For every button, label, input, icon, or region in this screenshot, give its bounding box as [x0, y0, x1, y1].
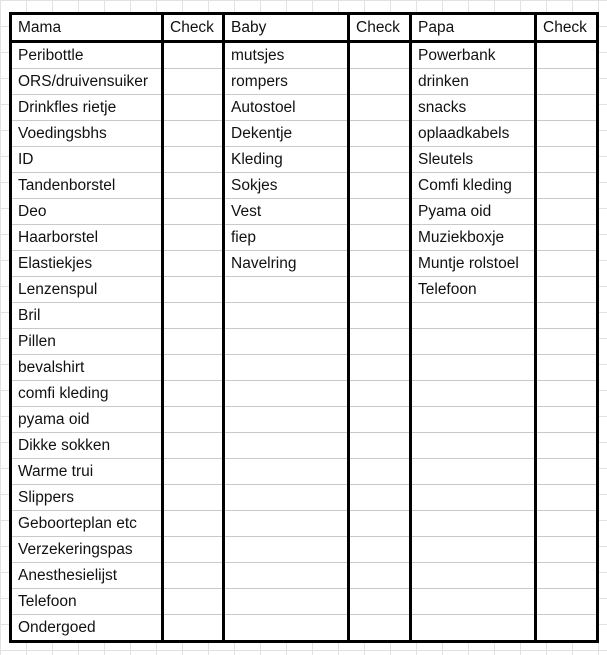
mama-check-cell[interactable]: [163, 277, 224, 303]
baby-item-cell[interactable]: Autostoel: [224, 95, 349, 121]
baby-item-cell[interactable]: [224, 511, 349, 537]
baby-item-cell[interactable]: [224, 355, 349, 381]
papa-item-cell[interactable]: [411, 615, 536, 642]
papa-item-cell[interactable]: drinken: [411, 69, 536, 95]
checklist-row: [11, 485, 598, 511]
papa-item-cell[interactable]: [411, 355, 536, 381]
papa-item-cell[interactable]: snacks: [411, 95, 536, 121]
baby-check-cell[interactable]: [349, 121, 411, 147]
baby-item-cell[interactable]: [224, 589, 349, 615]
mama-item-cell[interactable]: Telefoon: [11, 589, 163, 615]
baby-item-cell[interactable]: [224, 563, 349, 589]
papa-check-cell[interactable]: [536, 511, 598, 537]
checklist-row: [11, 173, 598, 199]
baby-item-cell[interactable]: [224, 407, 349, 433]
checklist-row: [11, 511, 598, 537]
papa-check-cell[interactable]: [536, 251, 598, 277]
papa-check-cell[interactable]: [536, 69, 598, 95]
baby-check-cell[interactable]: [349, 173, 411, 199]
baby-check-cell[interactable]: [349, 537, 411, 563]
baby-item-cell[interactable]: [224, 459, 349, 485]
checklist-row: [11, 147, 598, 173]
mama-item-cell[interactable]: Bril: [11, 303, 163, 329]
papa-item-cell[interactable]: Comfi kleding: [411, 173, 536, 199]
mama-item-cell[interactable]: Verzekeringspas: [11, 537, 163, 563]
mama-item-cell[interactable]: Deo: [11, 199, 163, 225]
mama-item-cell[interactable]: bevalshirt: [11, 355, 163, 381]
mama-check-cell[interactable]: [163, 95, 224, 121]
baby-check-cell[interactable]: [349, 459, 411, 485]
baby-check-cell[interactable]: [349, 225, 411, 251]
mama-check-cell[interactable]: [163, 459, 224, 485]
mama-item-cell[interactable]: ID: [11, 147, 163, 173]
checklist-row: [11, 355, 598, 381]
papa-item-cell[interactable]: [411, 537, 536, 563]
baby-check-cell[interactable]: [349, 303, 411, 329]
baby-check-cell[interactable]: [349, 355, 411, 381]
papa-check-cell[interactable]: [536, 563, 598, 589]
papa-item-cell[interactable]: [411, 303, 536, 329]
baby-item-cell[interactable]: [224, 537, 349, 563]
mama-item-cell[interactable]: Tandenborstel: [11, 173, 163, 199]
papa-check-cell[interactable]: [536, 147, 598, 173]
mama-check-cell[interactable]: [163, 563, 224, 589]
papa-item-cell[interactable]: oplaadkabels: [411, 121, 536, 147]
papa-check-cell[interactable]: [536, 42, 598, 69]
baby-item-cell[interactable]: Kleding: [224, 147, 349, 173]
papa-item-cell[interactable]: Telefoon: [411, 277, 536, 303]
papa-item-cell[interactable]: [411, 511, 536, 537]
checklist-row: [11, 433, 598, 459]
papa-check-cell[interactable]: [536, 589, 598, 615]
checklist-row: [11, 381, 598, 407]
baby-item-cell[interactable]: Navelring: [224, 251, 349, 277]
baby-check-cell[interactable]: [349, 511, 411, 537]
header-check-baby[interactable]: Check: [349, 14, 411, 42]
papa-check-cell[interactable]: [536, 303, 598, 329]
baby-check-cell[interactable]: [349, 563, 411, 589]
header-row: [11, 14, 598, 42]
baby-item-cell[interactable]: [224, 615, 349, 642]
mama-check-cell[interactable]: [163, 251, 224, 277]
checklist-row: [11, 121, 598, 147]
mama-check-cell[interactable]: [163, 433, 224, 459]
baby-check-cell[interactable]: [349, 251, 411, 277]
papa-check-cell[interactable]: [536, 95, 598, 121]
papa-item-cell[interactable]: Muziekboxje: [411, 225, 536, 251]
checklist-row: [11, 42, 598, 69]
mama-check-cell[interactable]: [163, 615, 224, 642]
papa-check-cell[interactable]: [536, 199, 598, 225]
checklist-row: [11, 69, 598, 95]
mama-check-cell[interactable]: [163, 199, 224, 225]
mama-item-cell[interactable]: Anesthesielijst: [11, 563, 163, 589]
mama-check-cell[interactable]: [163, 537, 224, 563]
mama-check-cell[interactable]: [163, 121, 224, 147]
papa-check-cell[interactable]: [536, 121, 598, 147]
mama-check-cell[interactable]: [163, 355, 224, 381]
baby-item-cell[interactable]: mutsjes: [224, 42, 349, 69]
papa-check-cell[interactable]: [536, 173, 598, 199]
papa-check-cell[interactable]: [536, 381, 598, 407]
baby-check-cell[interactable]: [349, 42, 411, 69]
mama-check-cell[interactable]: [163, 511, 224, 537]
checklist-row: [11, 199, 598, 225]
papa-check-cell[interactable]: [536, 485, 598, 511]
baby-item-cell[interactable]: Sokjes: [224, 173, 349, 199]
mama-check-cell[interactable]: [163, 147, 224, 173]
checklist-row: [11, 589, 598, 615]
baby-item-cell[interactable]: [224, 329, 349, 355]
papa-item-cell[interactable]: [411, 381, 536, 407]
baby-item-cell[interactable]: [224, 433, 349, 459]
checklist-body: [11, 14, 598, 642]
mama-item-cell[interactable]: Slippers: [11, 485, 163, 511]
mama-check-cell[interactable]: [163, 69, 224, 95]
baby-item-cell[interactable]: [224, 277, 349, 303]
mama-item-cell[interactable]: Voedingsbhs: [11, 121, 163, 147]
baby-check-cell[interactable]: [349, 407, 411, 433]
header-papa[interactable]: Papa: [411, 14, 536, 42]
checklist-row: [11, 95, 598, 121]
mama-check-cell[interactable]: [163, 589, 224, 615]
papa-check-cell[interactable]: [536, 329, 598, 355]
checklist-row: [11, 303, 598, 329]
checklist-row: [11, 563, 598, 589]
papa-item-cell[interactable]: Powerbank: [411, 42, 536, 69]
papa-item-cell[interactable]: [411, 485, 536, 511]
mama-check-cell[interactable]: [163, 407, 224, 433]
mama-item-cell[interactable]: Drinkfles rietje: [11, 95, 163, 121]
papa-check-cell[interactable]: [536, 277, 598, 303]
papa-item-cell[interactable]: [411, 563, 536, 589]
baby-item-cell[interactable]: rompers: [224, 69, 349, 95]
papa-check-cell[interactable]: [536, 407, 598, 433]
baby-item-cell[interactable]: Dekentje: [224, 121, 349, 147]
header-baby[interactable]: Baby: [224, 14, 349, 42]
baby-check-cell[interactable]: [349, 329, 411, 355]
checklist-row: [11, 329, 598, 355]
papa-check-cell[interactable]: [536, 433, 598, 459]
mama-check-cell[interactable]: [163, 485, 224, 511]
papa-item-cell[interactable]: Sleutels: [411, 147, 536, 173]
papa-item-cell[interactable]: [411, 459, 536, 485]
mama-check-cell[interactable]: [163, 303, 224, 329]
baby-item-cell[interactable]: Vest: [224, 199, 349, 225]
mama-item-cell[interactable]: ORS/druivensuiker: [11, 69, 163, 95]
baby-check-cell[interactable]: [349, 277, 411, 303]
mama-check-cell[interactable]: [163, 173, 224, 199]
mama-item-cell[interactable]: Pillen: [11, 329, 163, 355]
baby-check-cell[interactable]: [349, 147, 411, 173]
baby-check-cell[interactable]: [349, 433, 411, 459]
baby-check-cell[interactable]: [349, 95, 411, 121]
papa-check-cell[interactable]: [536, 225, 598, 251]
baby-item-cell[interactable]: [224, 381, 349, 407]
baby-item-cell[interactable]: fiep: [224, 225, 349, 251]
papa-item-cell[interactable]: [411, 329, 536, 355]
mama-item-cell[interactable]: Geboorteplan etc: [11, 511, 163, 537]
baby-check-cell[interactable]: [349, 381, 411, 407]
packing-checklist-table: [9, 12, 599, 643]
mama-check-cell[interactable]: [163, 42, 224, 69]
header-check-papa[interactable]: Check: [536, 14, 598, 42]
mama-item-cell[interactable]: Dikke sokken: [11, 433, 163, 459]
papa-check-cell[interactable]: [536, 537, 598, 563]
mama-item-cell[interactable]: Elastiekjes: [11, 251, 163, 277]
mama-item-cell[interactable]: Haarborstel: [11, 225, 163, 251]
papa-item-cell[interactable]: Pyama oid: [411, 199, 536, 225]
mama-item-cell[interactable]: comfi kleding: [11, 381, 163, 407]
papa-item-cell[interactable]: [411, 407, 536, 433]
checklist-row: [11, 277, 598, 303]
papa-item-cell[interactable]: [411, 433, 536, 459]
baby-item-cell[interactable]: [224, 485, 349, 511]
checklist-row: [11, 225, 598, 251]
papa-item-cell[interactable]: [411, 589, 536, 615]
baby-check-cell[interactable]: [349, 485, 411, 511]
baby-item-cell[interactable]: [224, 303, 349, 329]
mama-check-cell[interactable]: [163, 329, 224, 355]
papa-item-cell[interactable]: Muntje rolstoel: [411, 251, 536, 277]
mama-check-cell[interactable]: [163, 225, 224, 251]
mama-item-cell[interactable]: Lenzenspul: [11, 277, 163, 303]
header-check-mama[interactable]: Check: [163, 14, 224, 42]
mama-item-cell[interactable]: Warme trui: [11, 459, 163, 485]
checklist-row: [11, 615, 598, 642]
baby-check-cell[interactable]: [349, 69, 411, 95]
papa-check-cell[interactable]: [536, 459, 598, 485]
mama-item-cell[interactable]: pyama oid: [11, 407, 163, 433]
checklist-row: [11, 407, 598, 433]
mama-item-cell[interactable]: Peribottle: [11, 42, 163, 69]
baby-check-cell[interactable]: [349, 589, 411, 615]
mama-check-cell[interactable]: [163, 381, 224, 407]
baby-check-cell[interactable]: [349, 199, 411, 225]
papa-check-cell[interactable]: [536, 355, 598, 381]
mama-item-cell[interactable]: Ondergoed: [11, 615, 163, 642]
papa-check-cell[interactable]: [536, 615, 598, 642]
checklist-row: [11, 251, 598, 277]
baby-check-cell[interactable]: [349, 615, 411, 642]
header-mama[interactable]: Mama: [11, 14, 163, 42]
checklist-row: [11, 537, 598, 563]
checklist-row: [11, 459, 598, 485]
